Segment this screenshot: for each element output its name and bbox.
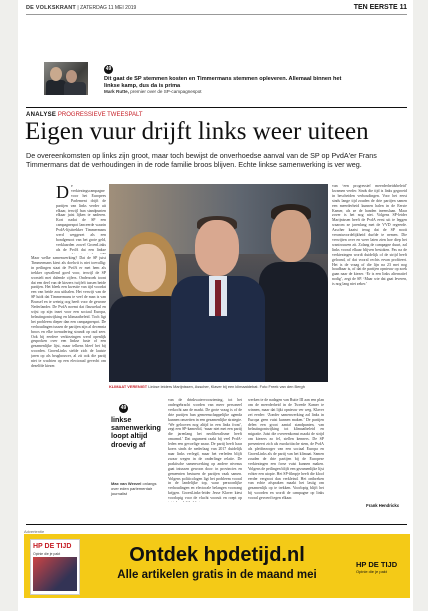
pull-quote-byline [111, 482, 161, 496]
pull-quote-author-note: onlangs over eden parlementair journalist [111, 481, 157, 496]
advert-logo-subtitle: Opinie die je pakt [356, 569, 387, 574]
section-rule [26, 107, 407, 108]
photo-caption [109, 384, 328, 389]
article-photo [109, 184, 328, 382]
column-1-text: e verkiezingscampagne voor het Europees Parlement drijft de partijen van links verder uit elkaar, terwijl hun standpunten elkaar juist lijken te naderen. Kort nadat de SP een campagnespot lanceerde waarin PvdA-lijsttrekker Timmermans werd weggezet als een bondgenoot van het grote geld, verklaarden zowel GroenLinks als de PvdA dat een linkse [56, 184, 106, 252]
header-left: DE VOLKSKRANT | ZATERDAG 11 MEI 2019 [26, 5, 137, 11]
page-header [26, 4, 407, 15]
article-headline: Eigen vuur drijft links weer uiteen [25, 118, 369, 145]
advertisement-banner[interactable] [24, 534, 410, 598]
teaser-photo [44, 62, 88, 95]
drop-cap: D [56, 184, 69, 202]
advert-subline: Alle artikelen gratis in de maand mei [117, 569, 317, 581]
teaser-author: Mark Rutte, [104, 89, 130, 95]
caption-text: Linkse leiders Marijnissen, Asscher, Klaver bij een klimaatdebat. [148, 384, 259, 389]
column-4-text: werken te de nadagen van Rutte III aan een plan om de meerderheid in de Tweede Kamer te winnen, maar dat lijkt opnieuw ver weg. Klaver zei eerder: ‘Zonder samenwerking zal links in Europa geen vuist kunnen maken.’ De partijen delen een groot aantal standpunten, van belastingontwijking tot klimaatbeleid en migratie. Juist die overeenkomst maakt de strijd om kiezers zo fel, stellen kenners. De SP presenteert zich als eurokritische stem, de PvdA als pleitbezorger van een sociaal Europa en GroenLinks als de partij van het klimaat. Samen zouden de drie partijen bij de Europese verkiezingen een forse vuist kunnen maken. Volgens de peilingen blijft een gezamenlijke lijst echter een utopie. Het SP-filmpje heeft die kloof eerder vergroot dan verkleind. Het ontbreken van echte afspraken maakt het lastig om gezamenlijk op te trekken. Voorlopig blijft het bij woorden en wordt de campagne op links vooral gevoerd tegen elkaar. [248, 398, 324, 501]
article-intro: De overeenkomsten op links zijn groot, maar toch bewijst de onverhoedse aanval van de SP op PvdA'er Frans Timmermans dat de verhoudingen in de rode familie broos blijven. Echte linkse samenwerking is ver weg. [26, 151, 377, 169]
teaser-quote [104, 76, 349, 96]
page-number: 11 [399, 4, 407, 11]
cover-title: HP DE TIJD [33, 543, 72, 550]
kicker-sub: PROGRESSIEVE TWEESPALT [57, 112, 143, 118]
teaser-text: Dit gaat de SP stemmen kosten en Timmermans stemmen opleveren. Allemaal binnen het linkse kamp, dus da is prima [104, 76, 342, 89]
issue-date: ZATERDAG 11 MEI 2019 [80, 5, 137, 11]
kicker-label: ANALYSE [26, 112, 57, 118]
cover-image [33, 557, 77, 591]
article-column-5 [332, 184, 407, 500]
magazine-cover [30, 539, 80, 595]
section-name: TEN EERSTE [353, 4, 398, 11]
teaser-byline [104, 89, 349, 96]
pull-quote-badge: 49 [120, 405, 127, 411]
pull-quote: linkse samenwerking loopt altijd droevig af [111, 415, 161, 449]
teaser-quote-badge: 49 [105, 66, 112, 72]
article-column-1 [56, 184, 106, 254]
advert-logo [356, 560, 404, 574]
column-3-text: van de drinkwatervoorziening, tot het ondergebracht worden van meer personeel verkocht aan de markt. De grote vraag is of de drie partijen hun gemeenschappelijke agenda kunnen omzetten in een gezamenlijke strategie. ‘We gelooven nog altijd in een links front’, zegt een SP-kamerlid, ‘maar niet met een partij die jarenlang het neoliberalisme heeft omarmd.’ Dat argument raakt bij veel PvdA-leden een gevoelige snaar. De partij heeft haar koers sinds de nederlaag van 2017 duidelijk naar links verlegd, maar het verleden blijft zwaar wegen in de onderlinge relatie. De praktische samenwerking op andere niveaus gaat intussen gewoon door: in provincies en gemeenten besturen de partijen vaak samen. Volgens politicologen ligt het probleem vooral in de landelijke top, waar persoonlijke verhoudingen en electorale belangen voorrang krijgen. GroenLinks-leider Jesse Klaver kiest voorlopig voor de vlucht vooruit en roept op [168, 398, 242, 501]
pull-quote-author: Max van Weezel [111, 481, 142, 486]
teaser-author-note: premier over de SP-campagnespot [130, 89, 202, 95]
paper-name: DE VOLKSKRANT [26, 5, 76, 11]
cover-subtitle: Opinie die je pakt [33, 552, 61, 556]
advert-rule [26, 524, 407, 525]
article-column-3 [168, 398, 242, 502]
column-2-text: Maar welke samenwerking? Dat de SP juist Timmermans kiest als doelwit is niet toevallig: in peilingen staat de PvdA er met hem als trekker opvallend goed voor, terwijl de SP worstelt met dalende cijfers. Onderzoek toont dat een deel van de kiezers twijfelt tussen beide partijen. Het bleek een kwestie van tijd voordat een van beide zou uithalen. Het verwijt van de SP luidt dat Timmermans te veel de man is van Brussel en te weinig oog heeft voor de gewone Nederlander. De PvdA noemt dat flauwekul en wijst op zijn inzet voor een sociaal Europa, belastingontwijking en klimaatbeleid. Toch ligt het probleem dieper dan een campagnespot. De verhoudingen tussen de partijen zijn al decennia broos en elke toenadering strandt op oud zeer. Ook bij eerdere verkiezingen werd openlijk gesproken over een linkse fusie of een gezamenlijke lijst, maar telkens bleef het bij woorden. GroenLinks stelde zich de laatste jaren op als brugbouwer, al zit ook die partij niet te wachten op een electoraal gevecht om dezelfde kiezer. [31, 256, 106, 368]
article-column-1-lower [31, 256, 106, 502]
caption-label: KLIMAAT VERENIGT [109, 384, 148, 389]
advert-label: Advertentie [24, 529, 45, 534]
header-right [354, 4, 407, 11]
advert-logo-title: HP DE TIJD [356, 560, 398, 569]
article-column-4 [248, 398, 324, 502]
caption-credit: Foto Freek van den Bergh [259, 384, 305, 389]
article-author: Frank Hendrickx [366, 503, 399, 508]
advert-headline: Ontdek hpdetijd.nl [129, 544, 305, 566]
column-5-text: van ‘een progressief meerderheidsbeleid’ kwamen verder. Sinds die tijd is links gegroeid in bescheiden verhoudingen. Voor het eerst sinds lange tijd zouden de drie partijen samen een meerderheid kunnen halen in de Eerste Kamer, als ze de handen ineenslaan. Maar zover is het nog niet. Volgens SP-leider Marijnissen heeft de PvdA eerst uit te leggen waarom ze jarenlang met de VVD regeerde. Asscher kaatst terug dat de SP nooit verantwoordelijkheid durfde te nemen. Die verwijten over en weer laten zien hoe diep het wantrouwen zit. Zolang de campagne duurt, zal links vooral elkaar blijven bestoken. Pas na de verkiezingen wordt duidelijk of de strijd heeft geloond, of dat vooral rechts ervan profiteert. Het is de vraag of die lijn na 23 mei nog houdbaar is, of dat de partijen opnieuw op zoek gaan naar de kiezer. ‘Er is een links alternatief nodig’, zegt de SP. ‘Maar wie dat gaat leveren, is nog lang niet zeker.’ [332, 184, 407, 287]
newspaper-page [18, 0, 413, 611]
